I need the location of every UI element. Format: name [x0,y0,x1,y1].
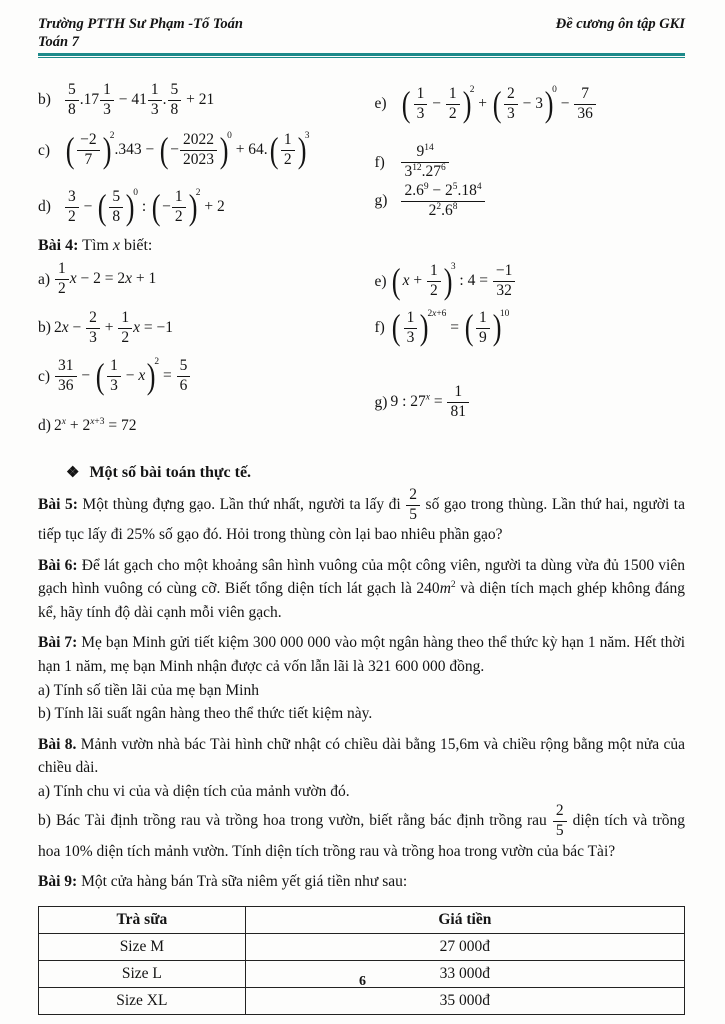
exercise-label: c) [38,141,51,159]
header-doc-title: Đề cương ôn tập GKI [555,16,685,32]
exercise-label: g) [374,192,388,210]
exercise-label: b) [38,91,51,109]
bai4-title: Bài 4: Tìm x biết: [38,237,153,255]
math-expression: ( $\frac{1}{3}$ − $\frac{1}{2}$ ) $^2$ + ( $\frac{2}{3}$ − 3 ) $^0$ − $\frac{7}{36}$ [400,86,596,122]
bai4-column-left [38,261,374,446]
bai4-column-right [374,261,685,446]
exercise-item [38,186,374,227]
price-table-head [39,906,685,933]
table-row [39,933,685,960]
exercise-label: f) [374,153,385,171]
exercise-label: a) [38,270,51,288]
table-header-row [39,906,685,933]
exercise-label: b) [38,319,51,337]
exercise-item [374,384,685,420]
math-expression: ( $\frac{-2}{7}$ ) $^2$.343 − ( − $\frac{2022}{2023}$ ) $^0$ + 64. ( $\frac{1}{2}$ ) $^3$ [65,130,310,171]
page-header [38,16,685,58]
price-table [38,906,685,1015]
math-expression: $\frac{3}{2}$ − ( $\frac{5}{8}$ ) $^0$ : ( − $\frac{1}{2}$ ) $^2$ + 2 [64,189,225,225]
exercise-item [38,261,374,297]
math-expression: $2^x + 2^{x+3} = 72$ [54,416,137,434]
problem-bai5: Bài 5: Một thùng đựng gạo. Lần thứ nhất, người ta lấy đi $\frac{2}{5}$ số gạo trong thùng. Lần thứ hai, người ta tiếp tục lấy đi 25% số gạo đó. Hỏi trong thùng còn lại bao nhiêu phần gạo? [38,485,685,544]
math-expression: 2x − $\frac{2}{3}$ + $\frac{1}{2}$ x = −1 [54,308,174,346]
table-header-cell: Giá tiền [245,906,684,933]
exercise-label: d) [38,416,51,434]
math-expression: $\frac{5}{8}$ .17 $\frac{1}{3}$ − 41 $\frac{1}{3}$ . $\frac{5}{8}$ + 21 [64,82,214,118]
table-cell: 35 000đ [245,987,684,1014]
exercise-item [38,130,374,171]
section-title-text: Một số bài toán thực tế. [89,463,252,481]
exercise-item [374,260,685,301]
exercise-item [374,83,685,124]
header-subject: Toán 7 [38,34,79,50]
table-row [39,987,685,1014]
exercise-column-right [374,78,685,225]
exercise-label: f) [374,319,385,337]
table-cell: 27 000đ [245,933,684,960]
exercise-label: c) [38,367,51,385]
problem-bai6: Bài 6: Để lát gạch cho một khoảng sân hình vuông của một công viên, người ta dùng vừa đủ 1500 viên gạch hình vuông có cùng cỡ. Biết tổng diện tích lát gạch là $240m^2$ và diện tích mạch ghép không đáng kể, hãy tính độ dài cạnh mỗi viên gạch. [38,556,685,621]
exercise-item [374,307,685,348]
table-cell: 33 000đ [245,960,684,987]
exercise-item [38,355,374,396]
table-cell: Size XL [39,987,246,1014]
table-cell: Size L [39,960,246,987]
table-header-cell: Trà sữa [39,906,246,933]
exercise-group-bai4 [38,261,685,446]
page-number: 6 [359,974,366,989]
math-expression: ( $\frac{1}{3}$ ) $^{2x+6}$ = ( $\frac{1}{9}$ ) $^{10}$ [392,307,510,348]
exercise-column-left [38,78,374,225]
problem-bai8: Bài 8. Mảnh vườn nhà bác Tài hình chữ nhật có chiều dài bằng 15,6m và chiều rộng bằng một nửa của chiều dài. a) Tính chu vi của và diện tích của mảnh vườn đó. b) Bác Tài định trồng rau và trồng hoa trong vườn, biết rằng bác định trồng rau $\frac{2}{5}$ diện tích và trồng hoa 10% diện tích mảnh vườn. Tính diện tích trồng rau và trồng hoa trong vườn của bác Tài? [38,735,685,860]
exercise-label: e) [374,272,387,290]
math-expression: 9 : $27^x$ = $\frac{1}{81}$ [390,384,470,420]
math-expression: ( x + $\frac{1}{2}$ ) $^3$ : 4 = $\frac{-1}{32}$ [390,263,516,299]
math-expression: $\frac{31}{36}$ − ( $\frac{1}{3}$ − x ) $^2$ = $\frac{5}{6}$ [54,358,191,394]
exercise-label: g) [374,393,388,411]
math-expression: $\frac{2.6^9 - 2^5.18^4}{2^2.6^8}$ [400,183,485,219]
math-expression: $\frac{9^{14}}{3^{12}.27^6}$ [400,144,449,180]
exercise-item [38,310,374,346]
exercise-item [374,144,685,180]
exercise-item [38,82,374,118]
exercise-group-top [38,78,685,225]
problem-bai7: Bài 7: Mẹ bạn Minh gửi tiết kiệm 300 000 000 vào một ngân hàng theo thể thức kỳ hạn 1 năm. Hết thời hạn 1 năm, mẹ bạn Minh nhận được cả vốn lẫn lãi là 321 600 000 đồng. a) Tính số tiền lãi của mẹ bạn Minh b) Tính lãi suất ngân hàng theo thể thức tiết kiệm này. [38,634,686,723]
exercise-label: e) [374,95,387,113]
exercise-item [374,183,685,219]
header-school: Trường PTTH Sư Phạm -Tổ Toán [38,16,243,32]
diamond-icon: ❖ [66,464,80,481]
header-divider [38,53,685,58]
problem-bai9: Bài 9: Một cửa hàng bán Trà sữa niêm yết giá tiền như sau: [38,873,408,891]
table-cell: Size M [39,933,246,960]
exercise-item [38,417,374,435]
math-expression: $\frac{1}{2}$ x − 2 = 2x + 1 [54,261,156,297]
section-title-realworld [66,463,685,482]
exercise-label: d) [38,198,51,216]
